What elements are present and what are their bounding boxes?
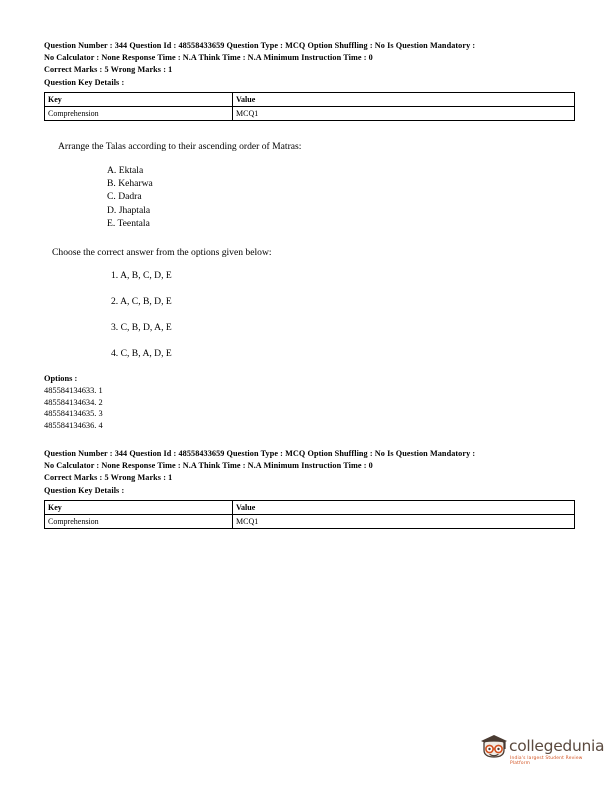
answer-choice-1: 1. A, B, C, D, E xyxy=(111,270,172,282)
document-content xyxy=(44,40,574,529)
option-id: 485584134634. 2 xyxy=(44,397,103,407)
answer-choice-2: 2. A, C, B, D, E xyxy=(111,296,172,308)
question-header-line: Question Number : 344 Question Id : 48558433659 Question Type : MCQ Option Shuffling : No Is Question Mandatory : xyxy=(44,448,476,458)
question-item-list xyxy=(64,164,574,230)
question-header-line: No Calculator : None Response Time : N.A Think Time : N.A Minimum Instruction Time : 0 xyxy=(44,53,373,63)
answer-choice-list xyxy=(44,270,574,359)
question-header-line: Question Number : 344 Question Id : 48558433659 Question Type : MCQ Option Shuffling : No Is Question Mandatory : xyxy=(44,41,476,50)
answer-choice-4: 4. C, B, A, D, E xyxy=(111,348,172,360)
column-header-key: Key xyxy=(45,500,233,514)
collegedunia-logo xyxy=(478,730,605,772)
question-stem: Arrange the Talas according to their ascending order of Matras: xyxy=(58,140,302,152)
list-item: C. Dadra xyxy=(107,191,142,203)
column-header-value: Value xyxy=(233,92,575,106)
table-row xyxy=(45,106,575,120)
option-id-list xyxy=(44,385,574,431)
question-header-line: Correct Marks : 5 Wrong Marks : 1 xyxy=(44,65,173,75)
table-header-row xyxy=(45,500,575,514)
table-header-row xyxy=(45,92,575,106)
question-key-details-table-2 xyxy=(44,500,575,529)
list-item: E. Teentala xyxy=(107,218,150,229)
question-header-line: No Calculator : None Response Time : N.A Think Time : N.A Minimum Instruction Time : 0 xyxy=(44,461,373,471)
option-id: 485584134633. 1 xyxy=(44,386,103,396)
cell-key: Comprehension xyxy=(45,106,233,120)
column-header-value: Value xyxy=(233,500,575,514)
option-id: 485584134636. 4 xyxy=(44,420,103,430)
cell-value: MCQ1 xyxy=(233,106,575,120)
options-label: Options : xyxy=(44,374,78,384)
list-item: D. Jhaptala xyxy=(107,204,151,216)
list-item: A. Ektala xyxy=(107,164,144,176)
column-header-key: Key xyxy=(45,92,233,106)
question-header-block-1 xyxy=(44,40,574,89)
cell-key: Comprehension xyxy=(45,514,233,528)
question-key-details-table-1 xyxy=(44,92,575,121)
cell-value: MCQ1 xyxy=(233,514,575,528)
question-header-block-2 xyxy=(44,448,574,497)
list-item: B. Keharwa xyxy=(107,178,153,190)
choose-answer-instruction: Choose the correct answer from the options given below: xyxy=(52,247,272,259)
logo-tagline: India's largest Student Review Platform xyxy=(510,756,583,766)
option-id: 485584134635. 3 xyxy=(44,409,103,419)
table-row xyxy=(45,514,575,528)
question-header-line: Correct Marks : 5 Wrong Marks : 1 xyxy=(44,473,173,483)
question-header-line: Question Key Details : xyxy=(44,77,125,87)
answer-choice-3: 3. C, B, D, A, E xyxy=(111,322,172,334)
logo-wordmark: collegedunia xyxy=(509,737,605,755)
question-header-line: Question Key Details : xyxy=(44,485,125,495)
